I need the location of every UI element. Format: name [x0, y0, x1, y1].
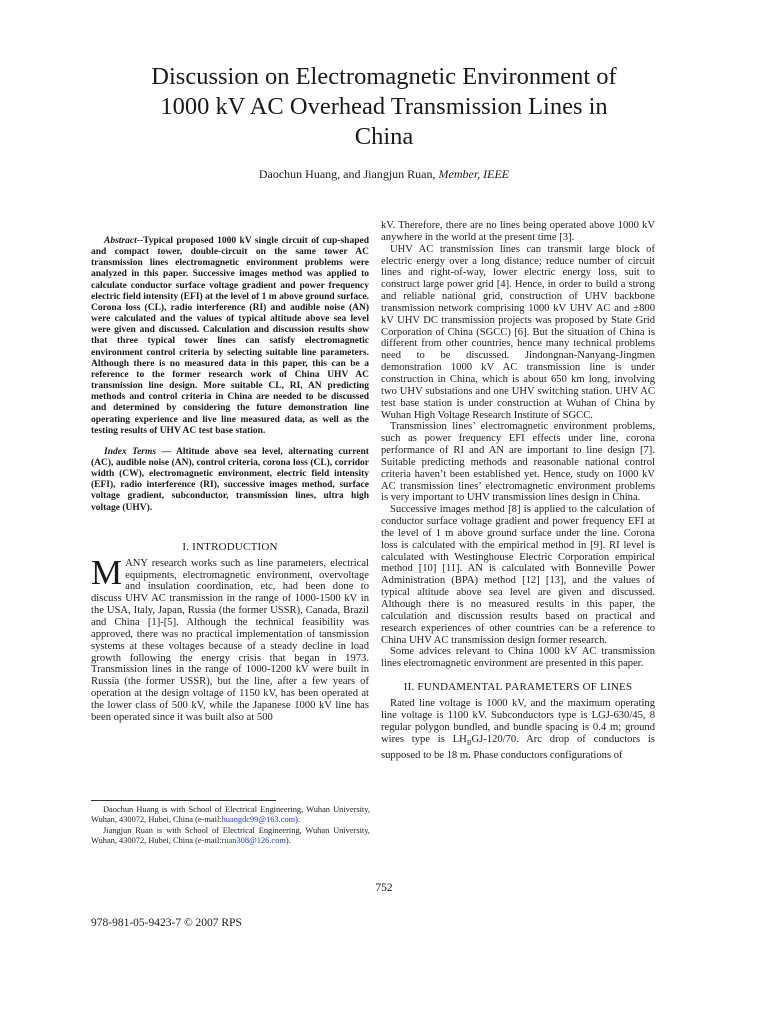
footnote-2-text: Jiangjun Ruan is with School of Electrical Engineering, Wuhan University, Wuhan, 430072, Hubei, China (e-mail:	[91, 825, 370, 845]
footnote-1	[91, 805, 370, 826]
paper-title	[60, 62, 708, 152]
intro-paragraph-5: Some advices relevant to China 1000 kV AC transmission lines electromagnetic environment are presented in this paper.	[381, 646, 655, 670]
section-heading-rest: UNDAMENTAL	[423, 681, 505, 694]
abstract-label: Abstract	[104, 236, 137, 246]
section-heading-initial: P	[504, 681, 512, 694]
intro-paragraph-1-continued: kV. Therefore, there are no lines being operated above 1000 kV anywhere in the world at the present time [3].	[381, 220, 655, 243]
section-numeral: I.	[182, 540, 193, 553]
section-heading-initial: I	[192, 540, 196, 553]
page-number: 752	[375, 882, 393, 894]
section-heading-introduction	[91, 541, 369, 553]
subscript: B	[466, 738, 472, 747]
index-terms-dash: —	[156, 446, 176, 457]
section-heading-rest: NTRODUCTION	[196, 540, 278, 553]
title-line: 1000 kV AC Overhead Transmission Lines in	[160, 93, 608, 120]
footnote-2-end: ).	[285, 835, 291, 845]
section2-text-a: Rated line voltage is 1000 kV, and the maximum operating line voltage is 1100 kV. Subconductors type is LGJ-630/45, 8 regular polygon bundled, and bundle spacing is 0.4 m; ground wires type is LH	[381, 698, 655, 745]
abstract-text: Typical proposed 1000 kV single circuit of cup-shaped and compact tower, double-circuit on the same tower AC transmission lines electromagnetic environment problems were analyzed in this paper. Successive images method was applied to calculate conductor surface voltage gradient and power frequency electric field intensity (EFI) at the level of 1 m above ground surface. Corona loss (CL), radio interference (RI) and audible noise (AN) were calculated and the values of typical altitude above sea level were given and discussed. Calculation and discussion results show that three typical tower lines can satisfy electromagnetic environment control criteria by selecting suitable line parameters. Although there is no measured data in this paper, this can be a reference to the former research work of China UHV AC transmission line design. More suitable CL, RI, AN predicting methods and control criteria in China are needed to be discussed and determined by considering the future demonstration line operating experience and live line measured data, as well as the testing results of UHV AC test base station.	[91, 236, 369, 436]
index-terms-text: Altitude above sea level, alternating current (AC), audible noise (AN), control criteria, corona loss (CL), corridor width (CW), electromagnetic environment, electric field intensity (EFI), radio interference (RI), successive images method, surface voltage gradient, subconductor, transmission lines, ultra high voltage (UHV).	[91, 446, 369, 513]
footnote-2	[91, 826, 370, 847]
footnotes	[91, 805, 370, 846]
section-heading-rest: INES	[607, 681, 633, 694]
section2-paragraph-1	[381, 698, 655, 761]
section-heading-rest: ARAMETERS OF	[511, 681, 601, 694]
footnote-divider	[91, 800, 276, 801]
title-line: Discussion on Electromagnetic Environment of	[151, 63, 617, 90]
intro-paragraph-1	[91, 552, 369, 724]
isbn-copyright-line: 978-981-05-9423-7 © 2007 RPS	[91, 917, 242, 929]
abstract-dash: --	[136, 236, 144, 246]
footnote-1-text: Daochun Huang is with School of Electrical Engineering, Wuhan University, Wuhan, 430072, Hubei, China (e-mail:	[91, 805, 370, 825]
author-names: Daochun Huang, and Jiangjun Ruan,	[258, 167, 436, 181]
right-column	[381, 220, 655, 761]
intro-paragraph-4: Successive images method [8] is applied to the calculation of conductor surface voltage gradient and power frequency EFI at the level of 1 m above ground surface under the line. Corona loss is calculated with the empirical method in [9]. RI level is calculated with Westinghouse Electric Corporation empirical method [10] [11]. AN is calculated with Bonneville Power Administration (BPA) method [12] [13], and the values of typical altitude above sea level are given and discussed. Although there is no measured results in this paper, the calculation and discussion results based on practical and research experiences of other countries can be a reference to China UHV AC transmission design former research.	[381, 504, 655, 646]
author-line	[60, 167, 708, 182]
intro-paragraph-3: Transmission lines’ electromagnetic environment problems, such as power frequency EFI effects under line, corona performance of RI and AN are important to line design [7]. Suitable predicting methods and reasonable national control criteria haven’t been established yet. Hence, study on 1000 kV AC transmission lines’ electromagnetic environment problems is very important to UHV transmission lines design in China.	[381, 421, 655, 504]
footnote-1-end: ).	[295, 815, 301, 825]
section-numeral: II.	[403, 681, 418, 694]
intro-paragraph-1-text: ANY research works such as line parameters, electrical equipments, electromagnetic environment, overvoltage and insulation coordination, etc, had been done to discuss UHV AC transmission in the range of 1000-1500 kV in the USA, Italy, Japan, Russia (the former USSR), Canada, Brazil and China [1]-[5]. Although the technical feasibility was approved, there was no practical implementation of tansmission systems at these voltages because of a steady decline in load growth following the energy crisis that began in 1973. Transmission lines in the range of 1000-1200 kV were built in Russia (the former USSR), but the line, after a few years of operation at the design voltage of 1150 kV, has been operated at the lower class of 500 kV, while the Japanese 1000 kV line has been operated since it was built also at 500	[91, 557, 369, 723]
abstract	[91, 236, 369, 437]
title-line: China	[354, 123, 414, 150]
left-column	[91, 236, 369, 724]
section-heading-fundamental-parameters	[381, 681, 655, 693]
intro-paragraph-2: UHV AC transmission lines can transmit large block of electric energy over a long distance; reduce number of circuit lines and right-of-way, lower electric energy loss, suit to construct large power grid [4]. Hence, in order to build a strong and reliable national grid, construction of UHV backbone transmission network comprising 1000 kV UHV AC and ±800 kV UHV DC transmission projects was proposed by State Grid Corporation of China (SGCC) [6]. But the situation of China is different from other countries, hence many technical problems need to be discussed. Jindongnan-Nanyang-Jingmen demonstration 1000 kV AC transmission line is under construction in China, which is about 650 km long, involving two UHV substations and one UHV switching station. UHV AC test base station is under construction at Wuhan of China by Wuhan High Voltage Research Institute of SGCC.	[381, 243, 655, 421]
section2-text-b: GJ-120/70. Arc drop of conductors is supposed to be 18 m. Phase conductors configurations of	[381, 733, 655, 761]
drop-cap: M	[91, 552, 123, 592]
email-link[interactable]: ruan308@126.com	[221, 835, 286, 845]
author-membership: Member, IEEE	[438, 167, 510, 181]
index-terms-label: Index Terms	[104, 446, 157, 457]
email-link[interactable]: huangdc99@163.com	[221, 815, 296, 825]
index-terms	[91, 447, 369, 514]
section-heading-initial: L	[600, 681, 607, 694]
section-heading-initial: F	[417, 681, 424, 694]
